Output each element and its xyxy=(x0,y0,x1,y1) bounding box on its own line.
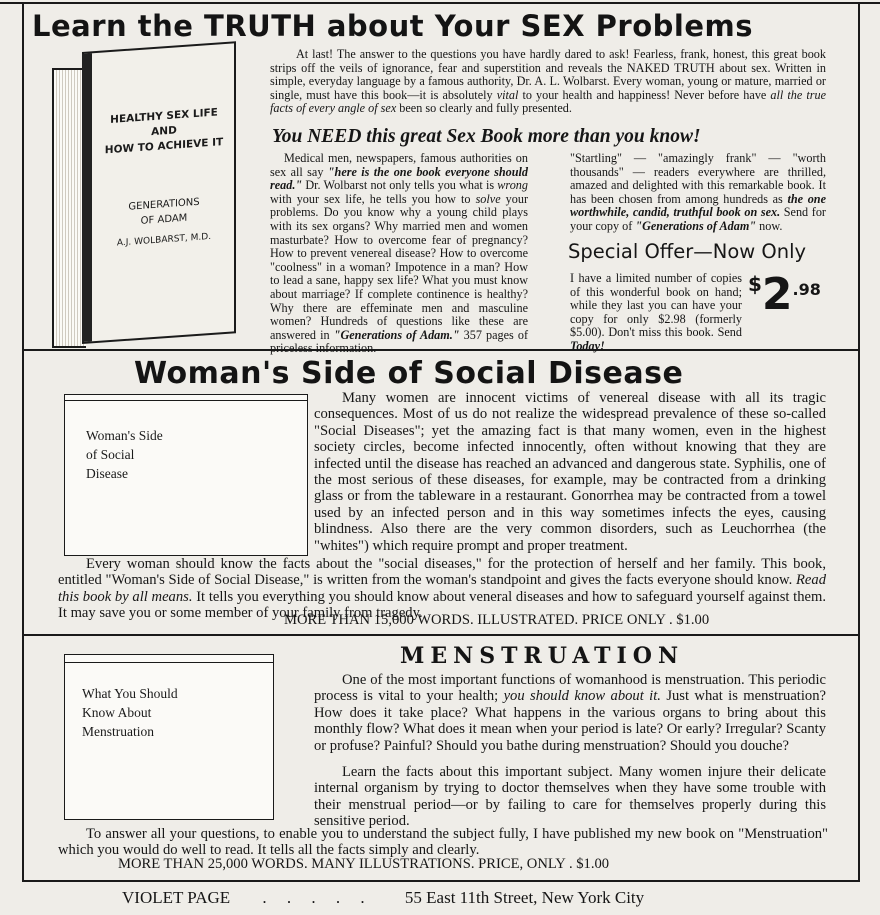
col1-text-c: with your sex life, he tells you how to xyxy=(270,191,476,206)
col1-book-title: "Generations of Adam." xyxy=(333,327,460,342)
book-title-line-1: HEALTHY SEX LIFE xyxy=(110,106,218,127)
disease-box-label-line-2: of Social xyxy=(86,447,135,462)
menstruation-headline: MENSTRUATION xyxy=(400,643,685,669)
disease-box-label-line-1: Woman's Side xyxy=(86,428,163,443)
disease-box-label xyxy=(86,426,163,483)
disease-para-2-text: Every woman should know the facts about the "social diseases," for the protection of herself and her family. This book, entitled "Woman's Side of Social Disease," is written from the woman's standpoint and gives the facts everyone should know. xyxy=(58,556,826,589)
book-title-line-3: HOW TO ACHIEVE IT xyxy=(104,136,224,157)
truth-intro-italic: all the true facts of every angle of sex xyxy=(270,87,826,116)
col1-text-e: 357 pages of priceless information. xyxy=(270,327,529,356)
truth-intro xyxy=(270,48,826,116)
col2-text-c: now. xyxy=(756,218,783,233)
divider-2 xyxy=(22,634,860,636)
col1-solve: solve xyxy=(475,191,501,206)
disease-box-label-line-3: Disease xyxy=(86,466,128,481)
left-border xyxy=(22,4,24,882)
menstruation-para-1-text-b: Just what is menstruation? How does it take place? What happens in the various organs to bring about this monthly flow? What does it mean when your period is late? Or early? Irregular? Scanty or profuse? Painful? Should you bathe during menstruation? Should you douche? xyxy=(314,688,826,754)
col2-text-b: Send for your copy of xyxy=(570,205,826,233)
menstruation-para-2: Learn the facts about this important subject. Many women injure their delicate internal organism by trying to doctor themselves when they have some trouble with their menstrual period—or by failing to care for themselves properly during this sensitive period. xyxy=(314,764,826,830)
book-subtitle xyxy=(96,192,232,253)
offer-heading: Special Offer—Now Only xyxy=(568,240,807,263)
menstruation-box-label-line-1: What You Should xyxy=(82,686,178,701)
footer-address: 55 East 11th Street, New York City xyxy=(404,888,645,907)
menstruation-para-1 xyxy=(314,672,826,754)
truth-column-1 xyxy=(270,152,528,356)
book-subtitle-line-2: OF ADAM xyxy=(140,212,188,227)
truth-column-2 xyxy=(570,152,826,234)
col2-text-a: "Startling" — "amazingly frank" — "worth thousands" — readers everywhere are thrilled, amazed and delighted with this remarkable book. It has been chosen from among hundreds as xyxy=(570,151,826,206)
offer-text-main: I have a limited number of copies of this wonderful book on hand; while they last you can have your copy for only $2.98 (formerly $5.00). Don't miss this book. Send xyxy=(570,271,742,340)
footer xyxy=(122,888,644,908)
disease-para-1: Many women are innocent victims of venereal disease with all its tragic consequences. Most of us do not realize the widespread prevalence of these so-called "Social Diseases"; yet the amazing fact is that many women, even in the highest society circles, become infected innocently, often without knowing that they are infected until the disease has reached an advanced and dangerous state. Syphilis, one of the most serious of these diseases, for example, may be contracted from a drinking glass or from the tableware in a restaurant. Gonorrhea may be contracted from a towel used by an infected person and in this way sometimes infects the eyes, causing blindness. Also there are the very common disorders, such as Leuchorrhea (the "whites") which require prompt and proper treatment. xyxy=(314,390,826,554)
disease-price-line: MORE THAN 15,000 WORDS. ILLUSTRATED. PRICE ONLY . $1.00 xyxy=(284,612,710,628)
col1-text-b: Dr. Wolbarst not only tells you what is xyxy=(302,178,498,193)
disease-para-2-italic: Read this book by all means. xyxy=(58,572,826,605)
footer-publisher: VIOLET PAGE xyxy=(122,888,231,907)
col1-quote: "here is the one book everyone should read." xyxy=(270,164,528,193)
menstruation-box-label xyxy=(82,684,178,741)
book-pages xyxy=(52,68,86,348)
right-border xyxy=(858,4,860,882)
top-border xyxy=(0,2,880,4)
price-cents: .98 xyxy=(792,280,821,299)
menstruation-price-line: MORE THAN 25,000 WORDS. MANY ILLUSTRATIONS. PRICE, ONLY . $1.00 xyxy=(118,856,610,872)
offer-text xyxy=(570,272,742,354)
book-title xyxy=(96,104,232,159)
col1-text-d: your problems. Do you know why a young child plays with its sex organs? Why married men and women masturbate? How to overcome fear of pregnancy? How to prevent venereal disease? How to overcome "coolness" in a woman? Impotence in a man? How to lead a sane, happy sex life? What you must know about marriage? If complete continence is healthy? Why there are effeminate men and masculine women? Hundreds of questions like these are answered in xyxy=(270,191,528,342)
book-title-line-2: AND xyxy=(151,124,177,139)
menstruation-box-label-line-3: Menstruation xyxy=(82,724,154,739)
price-tag xyxy=(748,269,821,320)
footer-dots: . . . . . xyxy=(262,888,373,907)
col2-italic: the one worthwhile, candid, truthful book on sex. xyxy=(570,191,826,220)
truth-intro-vital: vital xyxy=(496,87,519,102)
menstruation-box-label-line-2: Know About xyxy=(82,705,152,720)
menstruation-para-1-italic: you should know about it. xyxy=(503,688,661,705)
truth-intro-end: been so clearly and fully presented. xyxy=(396,101,572,116)
menstruation-box-shadow-top xyxy=(64,662,274,663)
price-dollar: $ xyxy=(748,272,762,296)
book-subtitle-line-1: GENERATIONS xyxy=(128,196,200,213)
menstruation-para-3: To answer all your questions, to enable you to understand the subject fully, I have published my new book on "Menstruation" which you would do well to read. It tells all the facts simply and clearly. xyxy=(58,826,828,859)
truth-intro-mid: to your health and happiness! Never before have xyxy=(518,87,771,102)
book-spine xyxy=(82,53,92,342)
book-cover xyxy=(82,41,236,344)
truth-intro-text: At last! The answer to the questions you have hardly dared to ask! Fearless, frank, honest, this great book strips off the veils of ignorance, fear and superstition and reveals the NAKED TRUTH about sex. Written in simple, everyday language by a famous authority, Dr. A. L. Wolbarst. Every woman, young or mature, married or single, must have this book—it is absolutely xyxy=(270,47,826,102)
divider-3 xyxy=(22,880,860,882)
menstruation-para-1-text: One of the most important functions of womanhood is menstruation. This periodic process is vital to your health; xyxy=(314,672,826,705)
disease-box-shadow-top xyxy=(64,400,308,401)
disease-para-2-text-b: It tells you everything you should know about veneral diseases and how to safeguard yourself against them. It may save you or some member of your family from tragedy. xyxy=(58,588,826,622)
col1-text-a: Medical men, newspapers, famous authorities on sex all say xyxy=(270,151,528,179)
book-illustration xyxy=(52,52,240,344)
offer-today: Today! xyxy=(570,338,605,353)
col1-wrong: wrong xyxy=(497,178,528,193)
book-author: A.J. WOLBARST, M.D. xyxy=(116,231,212,249)
col2-book-title: "Generations of Adam" xyxy=(635,218,757,233)
truth-subheadline: You NEED this great Sex Book more than you know! xyxy=(272,126,701,147)
price-main: 2 xyxy=(761,269,793,320)
disease-headline: Woman's Side of Social Disease xyxy=(134,356,684,391)
truth-headline: Learn the TRUTH about Your SEX Problems xyxy=(32,9,753,43)
